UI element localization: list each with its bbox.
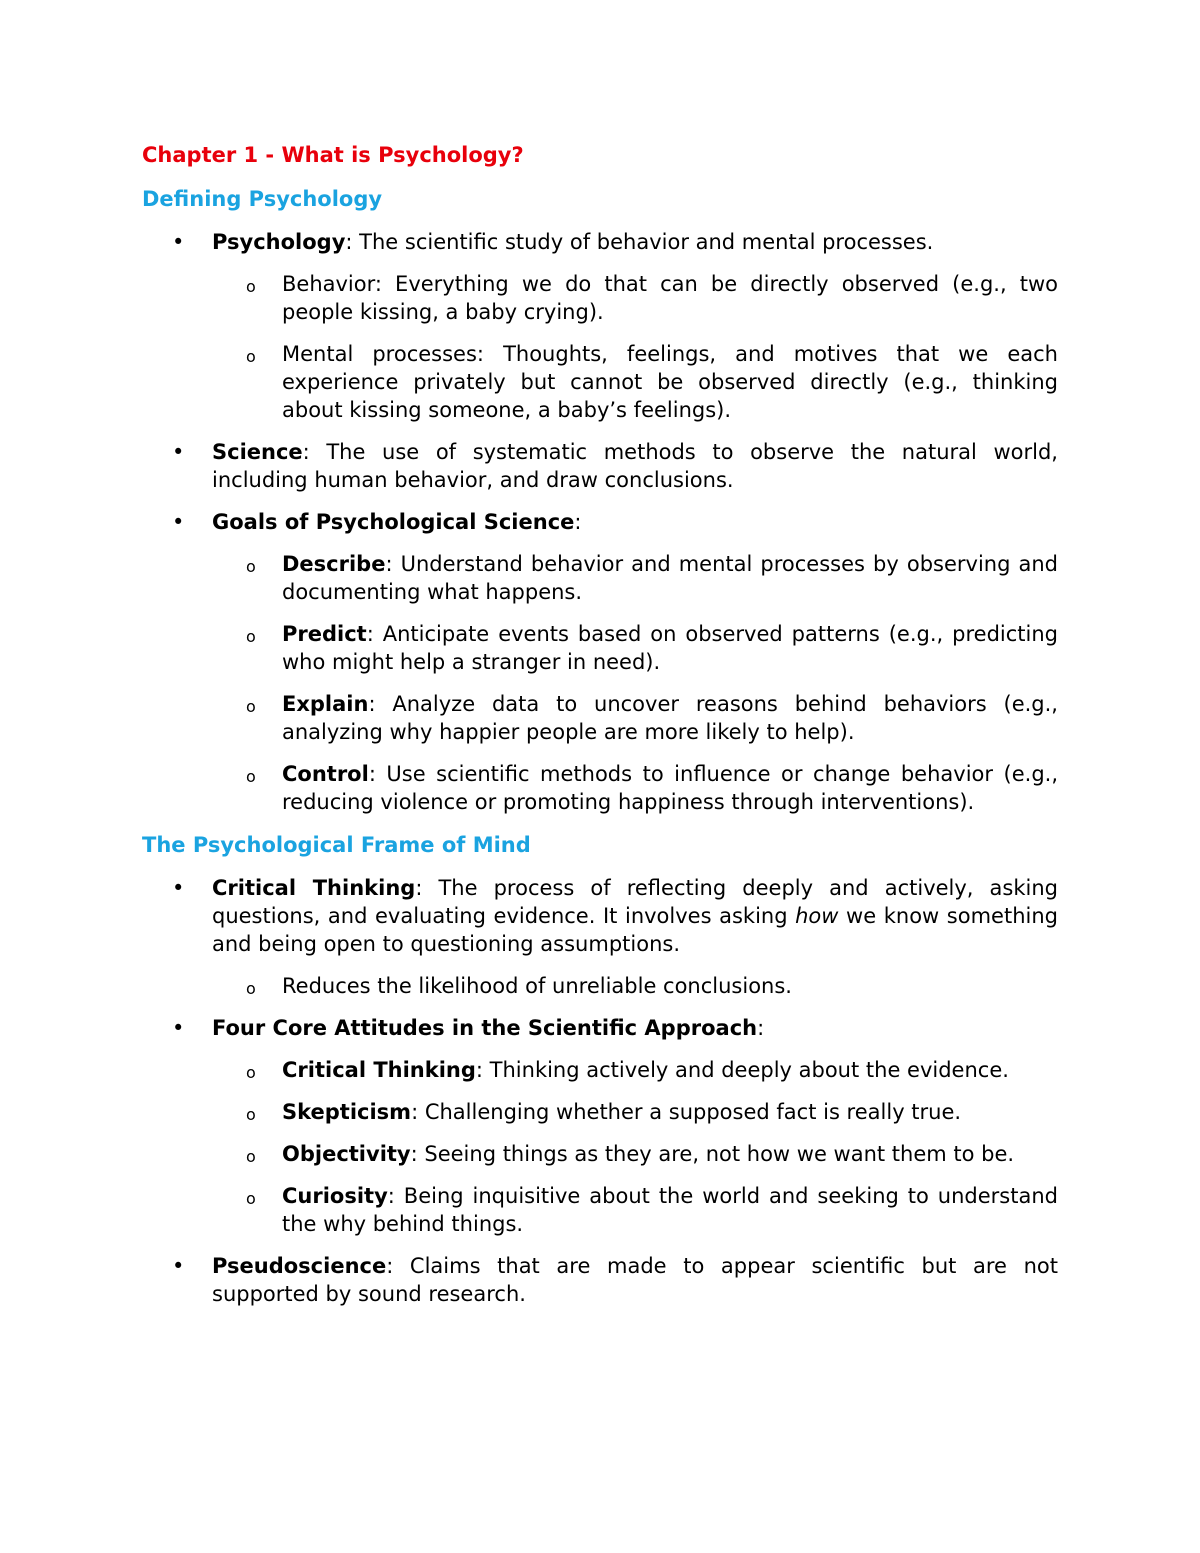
- defining-list: [142, 228, 1058, 816]
- skepticism-text: : Challenging whether a supposed fact is really true.: [411, 1100, 962, 1124]
- describe-text: : Understand behavior and mental processes by observing and documenting what happens.: [282, 552, 1058, 604]
- circle-bullet-icon: o: [246, 697, 256, 716]
- term-psychology: Psychology: [212, 230, 346, 254]
- mental-processes-text: Mental processes: Thoughts, feelings, and motives that we each experience privately but cannot be observed directly (e.g., thinking about kissing someone, a baby’s feelings).: [282, 342, 1058, 422]
- goals-colon: :: [574, 510, 582, 534]
- term-attitude-critical: Critical Thinking: [282, 1058, 476, 1082]
- bullet-icon: •: [172, 1016, 185, 1040]
- sublist-item-objectivity: [210, 1140, 1058, 1168]
- sublist-item-control: [210, 760, 1058, 816]
- attitude-critical-text: : Thinking actively and deeply about the evidence.: [475, 1058, 1009, 1082]
- circle-bullet-icon: o: [246, 1063, 256, 1082]
- term-goals: Goals of Psychological Science: [212, 510, 575, 534]
- bullet-icon: •: [172, 876, 185, 900]
- circle-bullet-icon: o: [246, 627, 256, 646]
- circle-bullet-icon: o: [246, 277, 256, 296]
- sublist-item-mental-processes: [210, 340, 1058, 424]
- bullet-icon: •: [172, 440, 185, 464]
- sublist-item-behavior: [210, 270, 1058, 326]
- explain-text: : Analyze data to uncover reasons behind behaviors (e.g., analyzing why happier people are more likely to help).: [282, 692, 1058, 744]
- term-curiosity: Curiosity: [282, 1184, 388, 1208]
- critical-sublist: [212, 972, 1058, 1000]
- chapter-title: Chapter 1 - What is Psychology?: [142, 143, 524, 167]
- curiosity-text: : Being inquisitive about the world and seeking to understand the why behind things.: [282, 1184, 1058, 1236]
- predict-text: : Anticipate events based on observed patterns (e.g., predicting who might help a stranger in need).: [282, 622, 1058, 674]
- goals-sublist: [212, 550, 1058, 816]
- frame-list: [142, 874, 1058, 1308]
- bullet-icon: •: [172, 230, 185, 254]
- circle-bullet-icon: o: [246, 557, 256, 576]
- circle-bullet-icon: o: [246, 1147, 256, 1166]
- circle-bullet-icon: o: [246, 1105, 256, 1124]
- objectivity-text: : Seeing things as they are, not how we want them to be.: [410, 1142, 1015, 1166]
- sublist-item-explain: [210, 690, 1058, 746]
- term-science: Science: [212, 440, 303, 464]
- definition-psychology: : The scientific study of behavior and mental processes.: [345, 230, 934, 254]
- list-item-science: [142, 438, 1058, 494]
- critical-text-italic: how: [795, 904, 839, 928]
- term-critical-thinking: Critical Thinking: [212, 876, 416, 900]
- psychology-sublist: [212, 270, 1058, 424]
- term-four-attitudes: Four Core Attitudes in the Scientific Approach: [212, 1016, 758, 1040]
- sublist-item-curiosity: [210, 1182, 1058, 1238]
- list-item-psychology: [142, 228, 1058, 424]
- circle-bullet-icon: o: [246, 347, 256, 366]
- section-heading-defining: Defining Psychology: [142, 187, 383, 211]
- circle-bullet-icon: o: [246, 767, 256, 786]
- term-describe: Describe: [282, 552, 386, 576]
- attitudes-colon: :: [757, 1016, 765, 1040]
- section-heading-frame: The Psychological Frame of Mind: [142, 833, 531, 857]
- critical-text-before: : The process of reflecting deeply and actively, asking questions, and evaluating evidence. It involves asking: [212, 876, 1058, 928]
- term-control: Control: [282, 762, 369, 786]
- behavior-text: Behavior: Everything we do that can be directly observed (e.g., two people kissing, a baby crying).: [282, 272, 1058, 324]
- term-objectivity: Objectivity: [282, 1142, 411, 1166]
- definition-science: : The use of systematic methods to observe the natural world, including human behavior, and draw conclusions.: [212, 440, 1058, 492]
- attitudes-sublist: [212, 1056, 1058, 1238]
- control-text: : Use scientific methods to influence or change behavior (e.g., reducing violence or promoting happiness through interventions).: [282, 762, 1058, 814]
- sublist-item-describe: [210, 550, 1058, 606]
- sublist-item-predict: [210, 620, 1058, 676]
- list-item-critical-thinking: [142, 874, 1058, 1000]
- sublist-item-critical-thinking: [210, 1056, 1058, 1084]
- circle-bullet-icon: o: [246, 979, 256, 998]
- list-item-pseudoscience: [142, 1252, 1058, 1308]
- term-pseudoscience: Pseudoscience: [212, 1254, 387, 1278]
- term-explain: Explain: [282, 692, 369, 716]
- list-item-four-attitudes: [142, 1014, 1058, 1238]
- reduces-text: Reduces the likelihood of unreliable conclusions.: [282, 974, 792, 998]
- list-item-goals: [142, 508, 1058, 816]
- definition-pseudoscience: : Claims that are made to appear scientific but are not supported by sound research.: [212, 1254, 1058, 1306]
- term-predict: Predict: [282, 622, 367, 646]
- circle-bullet-icon: o: [246, 1189, 256, 1208]
- bullet-icon: •: [172, 510, 185, 534]
- critical-text-after: we know something and being open to questioning assumptions.: [212, 904, 1058, 956]
- bullet-icon: •: [172, 1254, 185, 1278]
- sublist-item-reduces: [210, 972, 1058, 1000]
- term-skepticism: Skepticism: [282, 1100, 412, 1124]
- sublist-item-skepticism: [210, 1098, 1058, 1126]
